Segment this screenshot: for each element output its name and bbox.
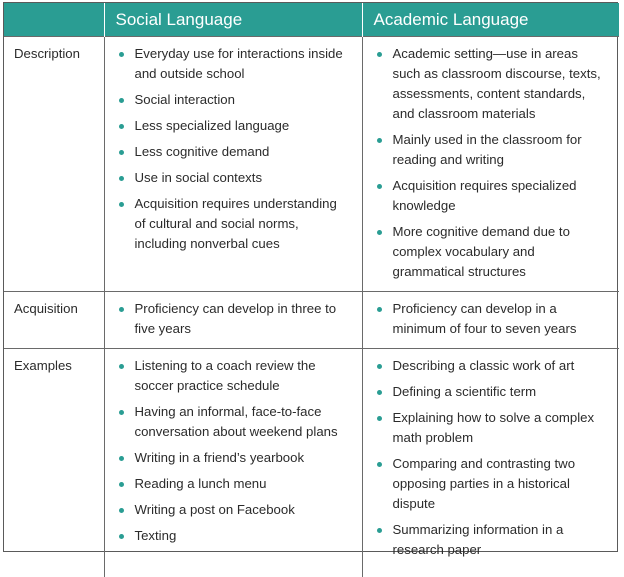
bullet-icon [119,307,124,312]
bullet-icon [377,230,382,235]
list-item [106,299,351,339]
bullet-icon [377,307,382,312]
cell-academic [362,349,619,577]
list-item [106,116,351,136]
list-item-text: Listening to a coach review the soccer practice schedule [135,358,316,393]
cell-social [104,37,362,292]
list-item [106,194,351,254]
bullet-icon [377,390,382,395]
bullet-icon [377,138,382,143]
bullet-icon [119,150,124,155]
bullet-icon [119,98,124,103]
list-item [364,408,609,448]
list-item-text: Acquisition requires specialized knowledge [393,178,577,213]
list-item [106,168,351,188]
list-item [106,142,351,162]
list-item [364,130,609,170]
cell-academic [362,292,619,349]
bullet-list [364,350,619,568]
bullet-icon [119,124,124,129]
list-item [364,44,609,124]
bullet-icon [377,184,382,189]
bullet-icon [377,364,382,369]
list-item [106,356,351,396]
list-item-text: Less cognitive demand [135,144,270,159]
bullet-list [364,38,619,290]
list-item-text: Having an informal, face-to-face conversation about weekend plans [135,404,338,439]
row-examples [4,349,619,577]
list-item [106,90,351,110]
bullet-list [364,293,619,347]
list-item-text: Everyday use for interactions inside and outside school [135,46,343,81]
list-item-text: More cognitive demand due to complex vocabulary and grammatical structures [393,224,570,279]
list-item [106,44,351,84]
cell-social [104,349,362,577]
list-item-text: Defining a scientific term [393,384,537,399]
comparison-table [4,3,619,577]
bullet-icon [377,462,382,467]
list-item-text: Mainly used in the classroom for reading and writing [393,132,582,167]
list-item [106,474,351,494]
list-item-text: Writing in a friend’s yearbook [135,450,305,465]
list-item-text: Summarizing information in a research paper [393,522,564,557]
header-academic-language: Academic Language [362,3,619,37]
list-item-text: Explaining how to solve a complex math problem [393,410,595,445]
list-item [364,222,609,282]
row-label: Acquisition [4,292,104,349]
list-item [364,382,609,402]
list-item-text: Comparing and contrasting two opposing parties in a historical dispute [393,456,576,511]
list-item-text: Texting [135,528,177,543]
list-item [364,299,609,339]
list-item-text: Writing a post on Facebook [135,502,295,517]
bullet-list [106,293,361,347]
list-item [106,526,351,546]
bullet-icon [119,176,124,181]
bullet-icon [119,508,124,513]
cell-academic [362,37,619,292]
list-item [106,402,351,442]
list-item-text: Less specialized language [135,118,290,133]
bullet-icon [119,534,124,539]
bullet-icon [119,202,124,207]
list-item-text: Acquisition requires understanding of cultural and social norms, including nonverbal cues [135,196,337,251]
bullet-icon [377,416,382,421]
list-item [106,500,351,520]
list-item [364,176,609,216]
bullet-icon [119,456,124,461]
bullet-list [106,350,361,554]
list-item [364,356,609,376]
bullet-list [106,38,361,262]
list-item-text: Use in social contexts [135,170,263,185]
bullet-icon [377,52,382,57]
bullet-icon [119,482,124,487]
header-corner [4,3,104,37]
bullet-icon [377,528,382,533]
list-item-text: Reading a lunch menu [135,476,267,491]
list-item-text: Describing a classic work of art [393,358,575,373]
list-item-text: Academic setting—use in areas such as classroom discourse, texts, assessments, content standards, and classroom materials [393,46,601,121]
cell-social [104,292,362,349]
row-description [4,37,619,292]
list-item-text: Proficiency can develop in three to five years [135,301,337,336]
row-label: Examples [4,349,104,577]
list-item [364,520,609,560]
header-social-language: Social Language [104,3,362,37]
list-item-text: Proficiency can develop in a minimum of four to seven years [393,301,577,336]
bullet-icon [119,52,124,57]
list-item-text: Social interaction [135,92,235,107]
row-acquisition [4,292,619,349]
bullet-icon [119,410,124,415]
row-label: Description [4,37,104,292]
list-item [364,454,609,514]
bullet-icon [119,364,124,369]
list-item [106,448,351,468]
header-row [4,3,619,37]
comparison-table-frame [3,2,618,552]
